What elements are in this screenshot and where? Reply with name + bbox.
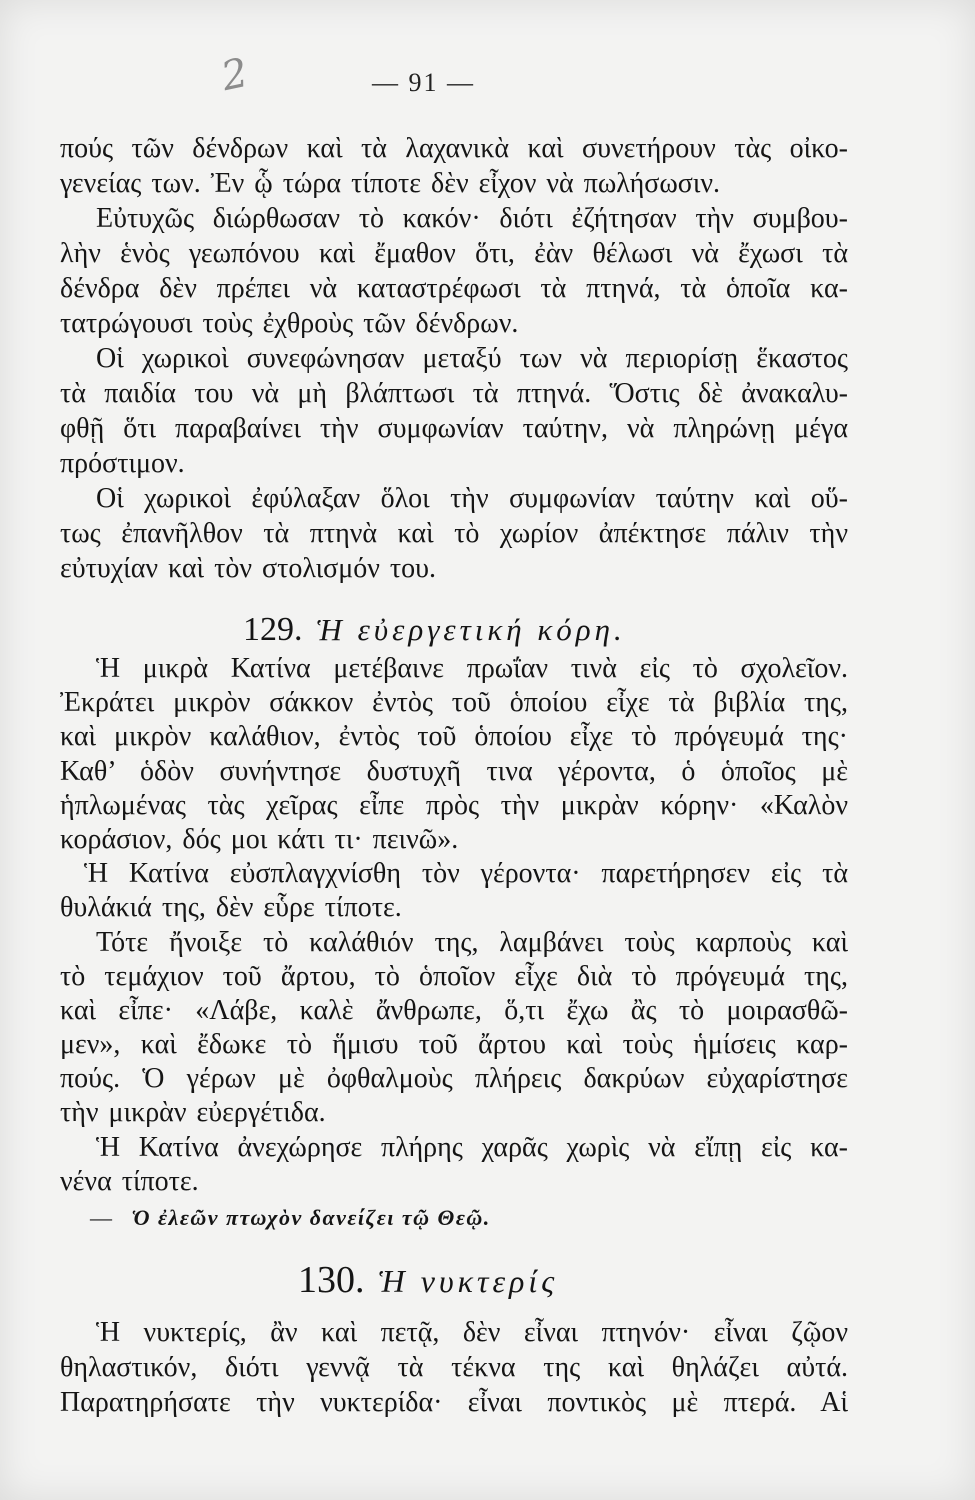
text-line: τως ἐπανῆλθον τὰ πτηνὰ καὶ τὸ χωρίον ἀπέκτησε πάλιν τὴν	[60, 518, 848, 549]
text-line: λὴν ἑνὸς γεωπόνου καὶ ἔμαθον ὅτι, ἐὰν θέλωσι νὰ ἔχωσι τὰ	[60, 238, 848, 269]
text-line: μεν», καὶ ἔδωκε τὸ ἥμισυ τοῦ ἄρτου καὶ τοὺς ἡμίσεις καρ-	[60, 1029, 848, 1061]
story-129-moral	[90, 1200, 491, 1236]
text-line: δένδρα δὲν πρέπει νὰ καταστρέφωσι τὰ πτηνά, τὰ ὁποῖα κα-	[60, 273, 848, 304]
text-line: Ἡ Κατίνα εὐσπλαγχνίσθη τὸν γέροντα· παρετήρησεν εἰς τὰ	[84, 858, 848, 890]
story-number: 129.	[243, 611, 303, 648]
text-line: καὶ μικρὸν καλάθιον, ἐντὸς τοῦ ὁποίου εἶχε τὸ πρόγευμά της·	[60, 721, 848, 753]
text-line: πούς τῶν δένδρων καὶ τὰ λαχανικὰ καὶ συνετήρουν τὰς οἰκο-	[60, 133, 848, 164]
text-line: Οἱ χωρικοὶ ἐφύλαξαν ὅλοι τὴν συμφωνίαν ταύτην καὶ οὕ-	[96, 483, 848, 514]
text-line: Εὐτυχῶς διώρθωσαν τὸ κακόν· διότι ἐζήτησαν τὴν συμβου-	[96, 203, 848, 234]
text-line: Καθ’ ὁδὸν συνήντησε δυστυχῆ τινα γέροντα, ὁ ὁποῖος μὲ	[60, 755, 848, 787]
text-line: Ἡ Κατίνα ἀνεχώρησε πλήρης χαρᾶς χωρὶς νὰ εἴπῃ εἰς κα-	[96, 1131, 848, 1163]
text-line: γενείας των. Ἐν ᾧ τώρα τίποτε δὲν εἶχον νὰ πωλήσωσιν.	[60, 168, 721, 199]
text-line: θυλάκιά της, δὲν εὗρε τίποτε.	[60, 892, 402, 924]
story-129-heading	[243, 606, 626, 654]
page-number: — 91 —	[372, 68, 475, 97]
text-line: νένα τίποτε.	[60, 1165, 199, 1197]
previous-story-continuation	[60, 131, 848, 586]
text-line: Ἐκράτει μικρὸν σάκκον ἐντὸς τοῦ ὁποίου εἶχε τὰ βιβλία της,	[60, 687, 848, 719]
text-line: κοράσιον, δός μοι κάτι τι· πεινῶ».	[60, 823, 459, 855]
text-line: Οἱ χωρικοὶ συνεφώνησαν μεταξύ των νὰ περιορίσῃ ἕκαστος	[96, 343, 848, 374]
text-line: Ἡ νυκτερίς, ἂν καὶ πετᾷ, δὲν εἶναι πτηνόν· εἶναι ζῷον	[96, 1317, 848, 1348]
story-129-body	[60, 652, 848, 1199]
text-line: Παρατηρήσατε τὴν νυκτερίδα· εἶναι ποντικὸς μὲ πτερά. Αἱ	[60, 1387, 848, 1418]
text-line: τὴν μικρὰν εὐεργέτιδα.	[60, 1097, 326, 1129]
story-title: Ἡ νυκτερίς	[378, 1263, 559, 1299]
text-line: θηλαστικόν, διότι γεννᾷ τὰ τέκνα της καὶ θηλάζει αὐτά.	[60, 1352, 848, 1383]
moral-text: Ὁ ἐλεῶν πτωχὸν δανείζει τῷ Θεῷ.	[131, 1205, 491, 1230]
text-line: εὐτυχίαν καὶ τὸν στολισμόν του.	[60, 553, 436, 584]
text-line: πρόστιμον.	[60, 448, 185, 479]
text-line: καὶ εἶπε· «Λάβε, καλὲ ἄνθρωπε, ὅ,τι ἔχω ἂς τὸ μοιρασθῶ-	[60, 994, 848, 1026]
text-line: φθῇ ὅτι παραβαίνει τὴν συμφωνίαν ταύτην, νὰ πληρώνῃ μέγα	[60, 413, 848, 444]
text-line: ἡπλωμένας τὰς χεῖρας εἶπε πρὸς τὴν μικρὰν κόρην· «Καλὸν	[60, 789, 848, 821]
text-line: Ἡ μικρὰ Κατίνα μετέβαινε πρωΐαν τινὰ εἰς τὸ σχολεῖον.	[96, 653, 848, 684]
handwritten-margin-note: 2	[217, 49, 252, 101]
text-line: τὸ τεμάχιον τοῦ ἄρτου, τὸ ὁποῖον εἶχε διὰ τὸ πρόγευμά της,	[60, 960, 848, 992]
moral-dash: —	[90, 1205, 114, 1230]
text-line: τὰ παιδία του νὰ μὴ βλάπτωσι τὰ πτηνά. Ὅστις δὲ ἀνακαλυ-	[60, 378, 848, 409]
text-line: τατρώγουσι τοὺς ἐχθροὺς τῶν δένδρων.	[60, 308, 519, 339]
story-number: 130.	[298, 1259, 365, 1301]
story-130-heading	[298, 1256, 558, 1304]
story-130-body	[60, 1315, 848, 1420]
story-title: Ἡ εὐεργετική κόρη.	[316, 612, 626, 647]
text-line: Τότε ἤνοιξε τὸ καλάθιόν της, λαμβάνει τοὺς καρποὺς καὶ	[96, 926, 848, 958]
text-line: πούς. Ὁ γέρων μὲ ὀφθαλμοὺς πλήρεις δακρύων εὐχαρίστησε	[60, 1063, 848, 1095]
